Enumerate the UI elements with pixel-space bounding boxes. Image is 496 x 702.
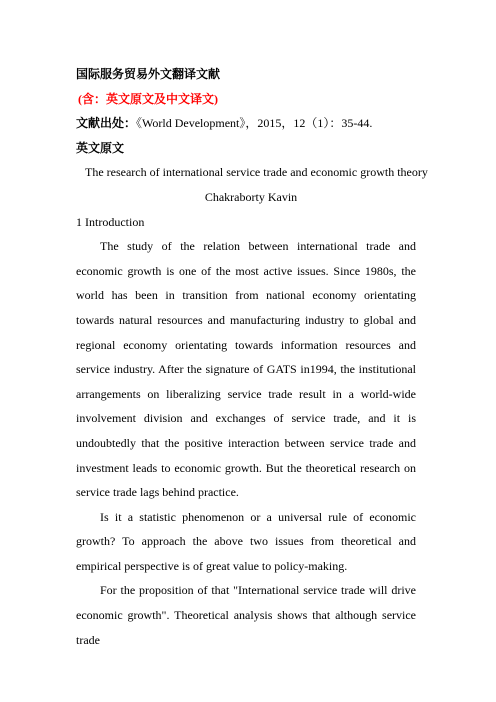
document-subtitle: (含：英文原文及中文译文) <box>78 91 218 106</box>
source-label: 文献出处： <box>76 116 137 131</box>
document-title: 国际服务贸易外文翻译文献 <box>76 67 221 81</box>
body-paragraph-3: For the proposition of that "International service trade will drive economic growth". Theoretical analysis shows that although service trade <box>76 583 416 647</box>
article-title: The research of international service trade and economic growth theory <box>85 165 428 180</box>
source-line <box>76 111 416 136</box>
intro-heading: 1 Introduction <box>76 214 145 229</box>
section-original-heading: 英文原文 <box>76 140 125 155</box>
body-paragraph-2: Is it a statistic phenomenon or a universal rule of economic growth? To approach the above two issues from theoretical and empirical perspective is of great value to policy-making. <box>76 509 416 573</box>
article-author: Chakraborty Kavin <box>204 189 298 204</box>
source-text: 《World Development》，2015，12（1）：35-44. <box>136 116 373 131</box>
body-paragraph-1: The study of the relation between international trade and economic growth is one of the most active issues. Since 1980s, the world has been in transition from national economy orientating towards natural resources and manufacturing industry to global and regional economy orientating towards information resources and service industry. After the signature of GATS in1994, the institutional arrangements on liberalizing service trade result in a world-wide involvement division and exchanges of service trade, and it is undoubtedly that the positive interaction between service trade and investment leads to economic growth. But the theoretical research on service trade lags behind practice. <box>76 239 416 500</box>
